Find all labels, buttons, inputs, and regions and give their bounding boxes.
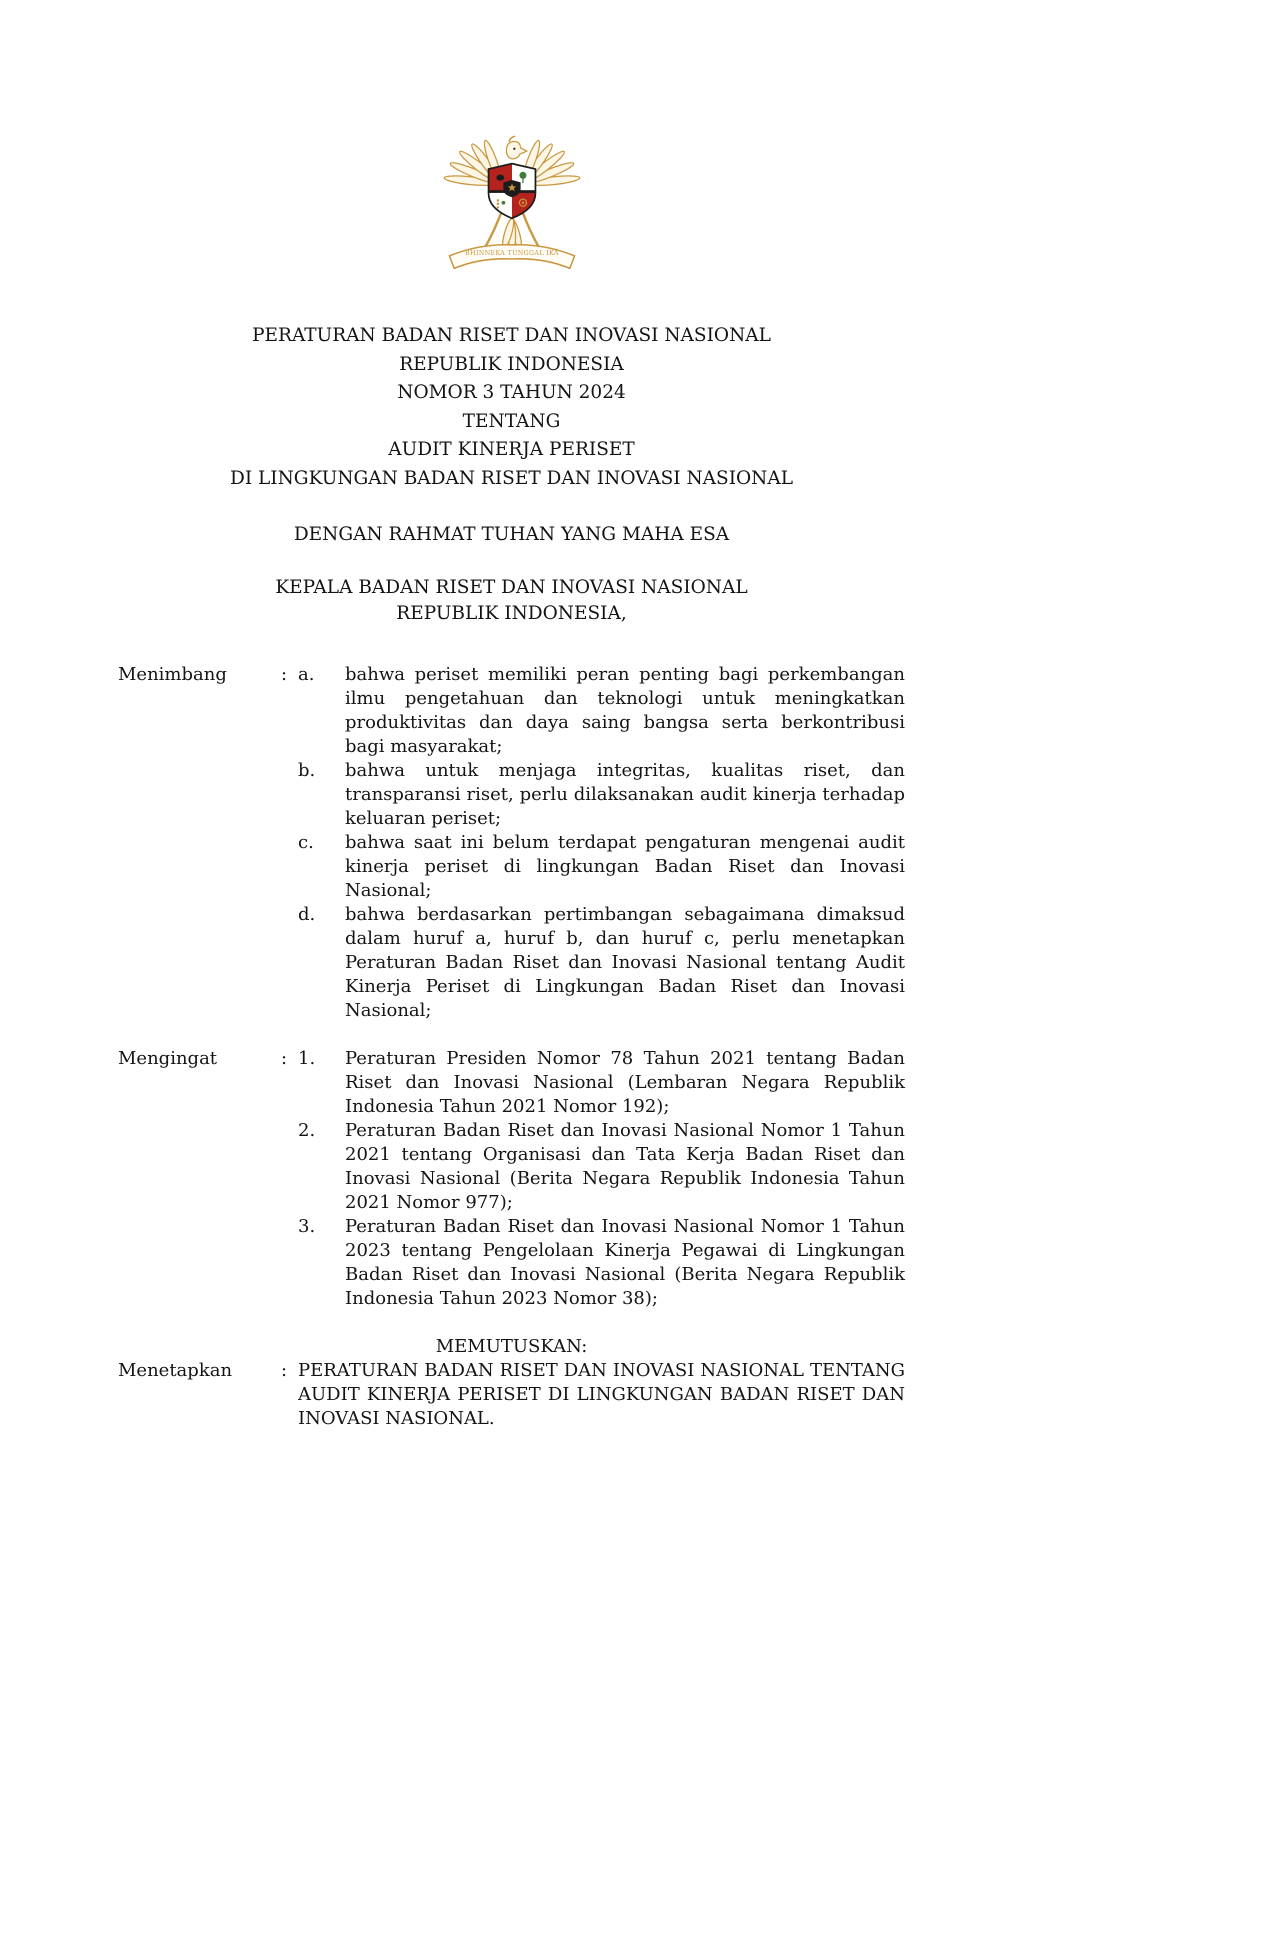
menetapkan-section [118, 1359, 905, 1431]
menetapkan-text: PERATURAN BADAN RISET DAN INOVASI NASIONAL TENTANG AUDIT KINERJA PERISET DI LINGKUNGAN BADAN RISET DAN INOVASI NASIONAL. [298, 1360, 905, 1429]
banteng-symbol [496, 175, 504, 181]
title-line-2: REPUBLIK INDONESIA [399, 353, 624, 375]
pancasila-shield [488, 164, 535, 223]
item-text: bahwa saat ini belum terdapat pengaturan mengenai audit kinerja periset di lingkungan Badan Riset dan Inovasi Nasional; [345, 832, 905, 901]
document-title-block [118, 322, 905, 493]
document-content [118, 0, 905, 1431]
emblem-container [118, 0, 905, 284]
title-line-5: AUDIT KINERJA PERISET [388, 439, 635, 460]
garuda-left-leg [483, 209, 502, 250]
consideration-item-d [298, 903, 905, 1023]
legal-basis-item-1 [298, 1047, 905, 1119]
menetapkan-colon: : [281, 1360, 288, 1381]
item-text: bahwa untuk menjaga integritas, kualitas riset, dan transparansi riset, perlu dilaksanakan audit kinerja terhadap keluaran periset; [345, 760, 905, 829]
title-line-4: TENTANG [462, 410, 561, 432]
garuda-pancasila-emblem [426, 112, 598, 284]
item-text: Peraturan Badan Riset dan Inovasi Nasional Nomor 1 Tahun 2023 tentang Pengelolaan Kinerja Pegawai di Lingkungan Badan Riset dan Inovasi Nasional (Berita Negara Republik Indonesia Tahun 2023 Nomor 38); [345, 1216, 905, 1309]
motto-banner [449, 245, 574, 269]
invocation-line: DENGAN RAHMAT TUHAN YANG MAHA ESA [293, 524, 730, 545]
consideration-item-c [298, 831, 905, 903]
garuda-right-leg [521, 209, 540, 250]
item-text: Peraturan Presiden Nomor 78 Tahun 2021 tentang Badan Riset dan Inovasi Nasional (Lembaran Negara Republik Indonesia Tahun 2021 Nomor 192); [345, 1048, 905, 1117]
menimbang-colon: : [281, 664, 288, 685]
item-marker: 3. [298, 1216, 316, 1237]
garuda-head [506, 136, 526, 159]
item-marker: 2. [298, 1120, 316, 1141]
item-text: Peraturan Badan Riset dan Inovasi Nasional Nomor 1 Tahun 2021 tentang Organisasi dan Tata Kerja Badan Riset dan Inovasi Nasional (Berita Negara Republik Indonesia Tahun 2021 Nomor 977); [345, 1120, 905, 1213]
memutuskan-heading: MEMUTUSKAN: [435, 1336, 588, 1357]
title-line-6: DI LINGKUNGAN BADAN RISET DAN INOVASI NASIONAL [229, 467, 794, 489]
motto-text: BHINNEKA TUNGGAL IKA [464, 250, 559, 258]
consideration-item-a [298, 663, 905, 759]
consideration-item-b [298, 759, 905, 831]
item-marker: b. [298, 760, 316, 781]
legal-basis-item-3 [298, 1215, 905, 1311]
menetapkan-label: Menetapkan [118, 1360, 233, 1381]
mengingat-label: Mengingat [118, 1048, 218, 1069]
item-marker: c. [298, 832, 314, 853]
item-marker: a. [298, 664, 315, 685]
title-line-3: NOMOR 3 TAHUN 2024 [397, 382, 626, 403]
authority-block [118, 575, 905, 627]
legal-basis-item-2 [298, 1119, 905, 1215]
item-text: bahwa berdasarkan pertimbangan sebagaimana dimaksud dalam huruf a, huruf b, dan huruf c, perlu menetapkan Peraturan Badan Riset dan Inovasi Nasional tentang Audit Kinerja Periset di Lingkungan Badan Riset dan Inovasi Nasional; [345, 904, 905, 1021]
authority-line-1: KEPALA BADAN RISET DAN INOVASI NASIONAL [275, 577, 748, 598]
menimbang-label: Menimbang [118, 664, 227, 685]
item-text: bahwa periset memiliki peran penting bagi perkembangan ilmu pengetahuan dan teknologi untuk meningkatkan produktivitas dan daya saing bangsa serta berkontribusi bagi masyarakat; [345, 664, 905, 757]
menimbang-section [118, 663, 905, 1023]
authority-line-2: REPUBLIK INDONESIA, [396, 603, 627, 624]
item-marker: d. [298, 904, 316, 925]
mengingat-colon: : [281, 1048, 288, 1069]
mengingat-section [118, 1047, 905, 1311]
title-line-1: PERATURAN BADAN RISET DAN INOVASI NASIONAL [252, 325, 771, 346]
item-marker: 1. [298, 1048, 316, 1069]
